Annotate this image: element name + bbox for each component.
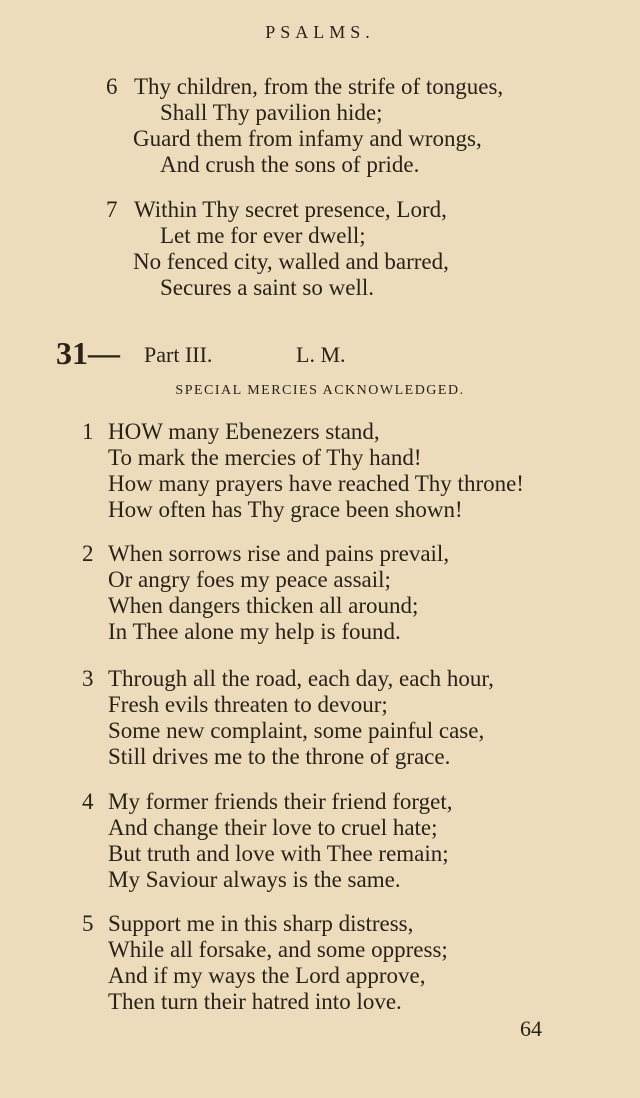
stanza-line: My former friends their friend forget, <box>108 789 453 814</box>
stanza-line: While all forsake, and some oppress; <box>108 937 448 962</box>
stanza-line: Some new complaint, some painful case, <box>108 718 485 743</box>
stanza-line: But truth and love with Thee remain; <box>108 841 449 866</box>
stanza-line: When dangers thicken all around; <box>108 593 419 618</box>
stanza-line: Still drives me to the throne of grace. <box>108 744 451 769</box>
hymn-heading <box>56 336 616 370</box>
stanza-number: 4 <box>82 789 94 814</box>
stanza-number: 1 <box>82 419 94 444</box>
stanza-number: 2 <box>82 541 94 566</box>
running-title: PSALMS. <box>265 22 375 42</box>
stanza-line: My Saviour always is the same. <box>108 867 401 892</box>
stanza-line: Within Thy secret presence, Lord, <box>134 197 447 222</box>
stanza-line: No fenced city, walled and barred, <box>133 249 449 274</box>
stanza-line: Or angry foes my peace assail; <box>108 567 391 592</box>
stanza-number: 5 <box>82 911 94 936</box>
hymn-number: 31— <box>56 335 120 371</box>
stanza-line: Secures a saint so well. <box>160 275 374 300</box>
stanza-line: Let me for ever dwell; <box>160 223 366 248</box>
stanza-line: And if my ways the Lord approve, <box>108 963 426 988</box>
stanza-line: Support me in this sharp distress, <box>108 911 414 936</box>
hymn-meter: L. M. <box>296 342 346 367</box>
stanza-line: How often has Thy grace been shown! <box>108 497 463 522</box>
stanza-number: 7 <box>106 197 118 222</box>
stanza-line: How many prayers have reached Thy throne! <box>108 471 524 496</box>
stanza-line: Shall Thy pavilion hide; <box>160 100 383 125</box>
stanza-line: And change their love to cruel hate; <box>108 815 438 840</box>
hymn-subtitle: SPECIAL MERCIES ACKNOWLEDGED. <box>175 383 465 398</box>
stanza-line: Thy children, from the strife of tongues, <box>134 74 504 99</box>
stanza-line: To mark the mercies of Thy hand! <box>108 445 422 470</box>
stanza-line: In Thee alone my help is found. <box>108 619 401 644</box>
stanza-line: HOW many Ebenezers stand, <box>108 419 380 444</box>
stanza-line: Guard them from infamy and wrongs, <box>133 126 482 151</box>
page-number: 64 <box>520 1016 542 1041</box>
stanza-line: Through all the road, each day, each hour, <box>108 666 494 691</box>
stanza-number: 6 <box>106 74 118 99</box>
stanza-number: 3 <box>82 666 94 691</box>
stanza-line: When sorrows rise and pains prevail, <box>108 541 450 566</box>
stanza-line: And crush the sons of pride. <box>160 152 420 177</box>
stanza-line: Fresh evils threaten to devour; <box>108 692 388 717</box>
stanza-line: Then turn their hatred into love. <box>108 989 402 1014</box>
hymn-part: Part III. <box>144 342 213 367</box>
